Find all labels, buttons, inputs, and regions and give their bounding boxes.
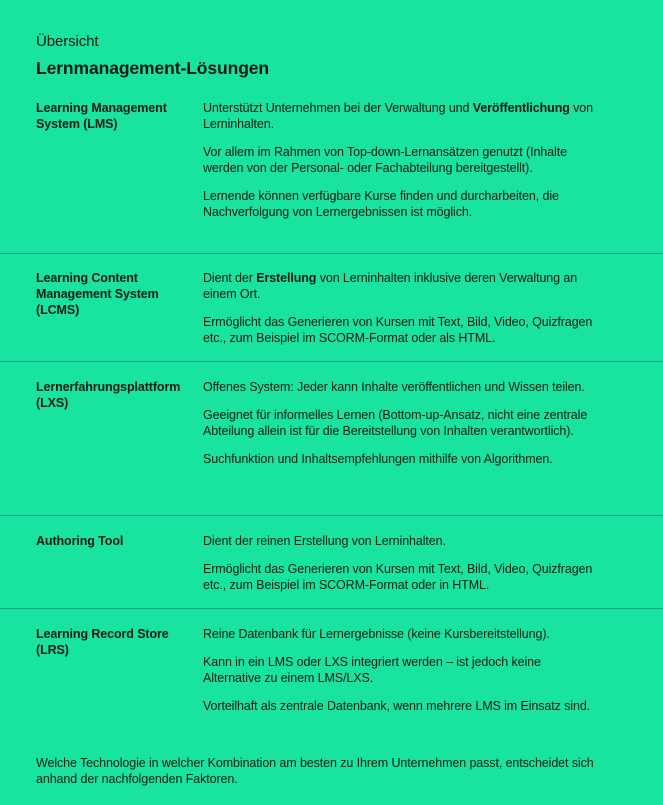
description-paragraph: Lernende können verfügbare Kurse finden und durcharbeiten, die Nachverfolgung von Lernergebnissen ist möglich.: [203, 189, 559, 219]
term-label: Authoring Tool: [36, 534, 124, 548]
table-row-lms: [0, 100, 663, 254]
description-paragraph: Dient der Erstellung von Lerninhalten inklusive deren Verwaltung an einem Ort.: [203, 271, 578, 301]
description-paragraph: Kann in ein LMS oder LXS integriert werden – ist jedoch keine Alternative zu einem LMS/LXS.: [203, 655, 541, 685]
emphasis-text: Veröffentlichung: [472, 101, 570, 115]
closing-text: Welche Technologie in welcher Kombination am besten zu Ihrem Unternehmen passt, entscheidet sich anhand der nachfolgenden Faktoren.: [36, 756, 594, 786]
description-paragraph: Unterstützt Unternehmen bei der Verwaltung und Veröffentlichung von Lerninhalten.: [203, 101, 594, 131]
emphasis-text: Erstellung: [256, 271, 317, 285]
term-label: Learning Content Management System (LCMS): [36, 271, 159, 317]
description-paragraph: Geeignet für informelles Lernen (Bottom-up-Ansatz, nicht eine zentrale Abteilung allein ist für die Bereitstellung von Inhalten verantwortlich).: [203, 408, 588, 438]
description-paragraph: Ermöglicht das Generieren von Kursen mit Text, Bild, Video, Quizfragen etc., zum Beispiel im SCORM-Format oder als HTML.: [203, 315, 593, 345]
description: [203, 100, 593, 220]
description-paragraph: Dient der reinen Erstellung von Lerninhalten.: [203, 534, 446, 548]
description-paragraph: Suchfunktion und Inhaltsempfehlungen mithilfe von Algorithmen.: [203, 452, 553, 466]
page-title: Lernmanagement-Lösungen: [36, 58, 270, 78]
term-label: Learning Record Store (LRS): [36, 627, 169, 657]
description-paragraph: Vor allem im Rahmen von Top-down-Lernansätzen genutzt (Inhalte werden von der Personal- oder Fachabteilung bereitgestellt).: [203, 145, 567, 175]
table-row-lrs: [0, 609, 663, 749]
table-row-lcms: [0, 254, 663, 362]
table-row-lxs: [0, 362, 663, 516]
description-paragraph: Offenes System: Jeder kann Inhalte veröffentlichen und Wissen teilen.: [203, 380, 585, 394]
table-row-authoring-tool: [0, 516, 663, 609]
description: [203, 362, 593, 467]
term-label: Lernerfahrungsplattform (LXS): [36, 380, 181, 410]
description-paragraph: Ermöglicht das Generieren von Kursen mit Text, Bild, Video, Quizfragen etc., zum Beispiel im SCORM-Format oder in HTML.: [203, 562, 593, 592]
description: [203, 516, 593, 593]
section-kicker: Übersicht: [36, 33, 99, 50]
description-paragraph: Vorteilhaft als zentrale Datenbank, wenn mehrere LMS im Einsatz sind.: [203, 699, 591, 713]
description-paragraph: Reine Datenbank für Lernergebnisse (keine Kursbereitstellung).: [203, 627, 550, 641]
description: [203, 254, 593, 346]
comparison-table: [0, 100, 663, 749]
description: [203, 609, 593, 714]
term-label: Learning Management System (LMS): [36, 101, 167, 131]
